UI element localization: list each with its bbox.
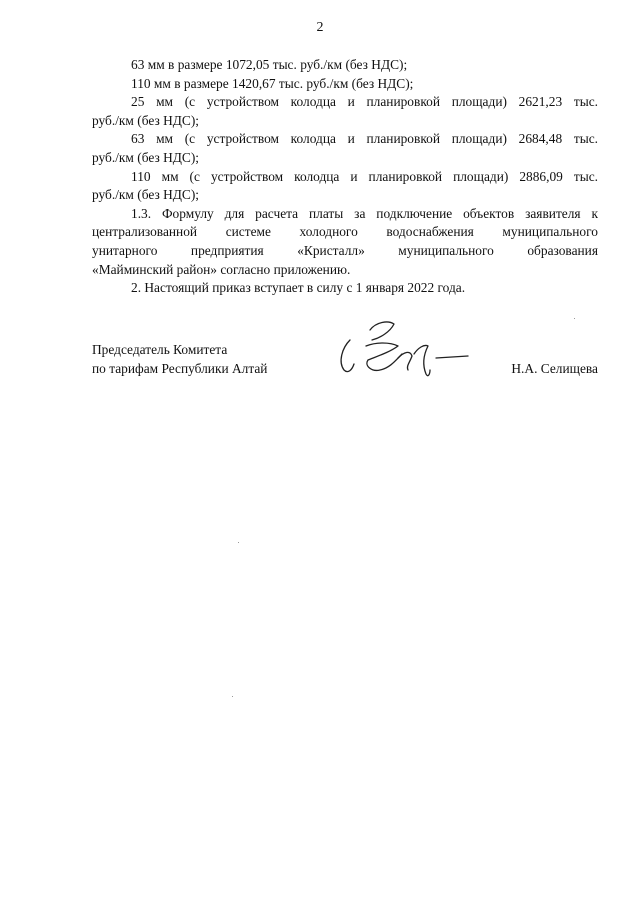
- signatory-title: [92, 341, 267, 378]
- text-line: «Майминский район» согласно приложению.: [92, 261, 351, 277]
- text-line: руб./км (без НДС);: [92, 187, 200, 203]
- signatory-name: Н.А. Селищева: [511, 360, 598, 376]
- text-line: 63 мм в размере 1072,05 тыс. руб./км (без НДС);: [131, 57, 408, 72]
- text-line: 110 мм в размере 1420,67 тыс. руб./км (без НДС);: [131, 75, 414, 91]
- signatory-title-line: Председатель Комитета: [92, 342, 228, 357]
- document-body: [92, 56, 598, 298]
- text-line: 25 мм (с устройством колодца и планировкой площади) 2621,23 тыс.: [131, 94, 598, 110]
- handwritten-signature: [336, 312, 476, 392]
- page-number: 2: [316, 20, 324, 35]
- text-line: 63 мм (с устройством колодца и планировкой площади) 2684,48 тыс.: [131, 131, 598, 147]
- text-line: 2. Настоящий приказ вступает в силу с 1 января 2022 года.: [131, 280, 466, 296]
- scan-speck: [232, 696, 233, 697]
- text-line: руб./км (без НДС);: [92, 112, 200, 128]
- text-line: руб./км (без НДС);: [92, 149, 200, 165]
- text-line: централизованной системе холодного водоснабжения муниципального: [92, 224, 598, 240]
- scan-speck: [574, 318, 575, 319]
- text-line: унитарного предприятия «Кристалл» муниципального образования: [92, 242, 598, 258]
- text-line: 1.3. Формулу для расчета платы за подключение объектов заявителя к: [131, 205, 598, 221]
- scan-speck: [238, 542, 239, 543]
- text-line: 110 мм (с устройством колодца и планировкой площади) 2886,09 тыс.: [131, 168, 598, 184]
- signatory-title-line: по тарифам Республики Алтай: [92, 360, 268, 376]
